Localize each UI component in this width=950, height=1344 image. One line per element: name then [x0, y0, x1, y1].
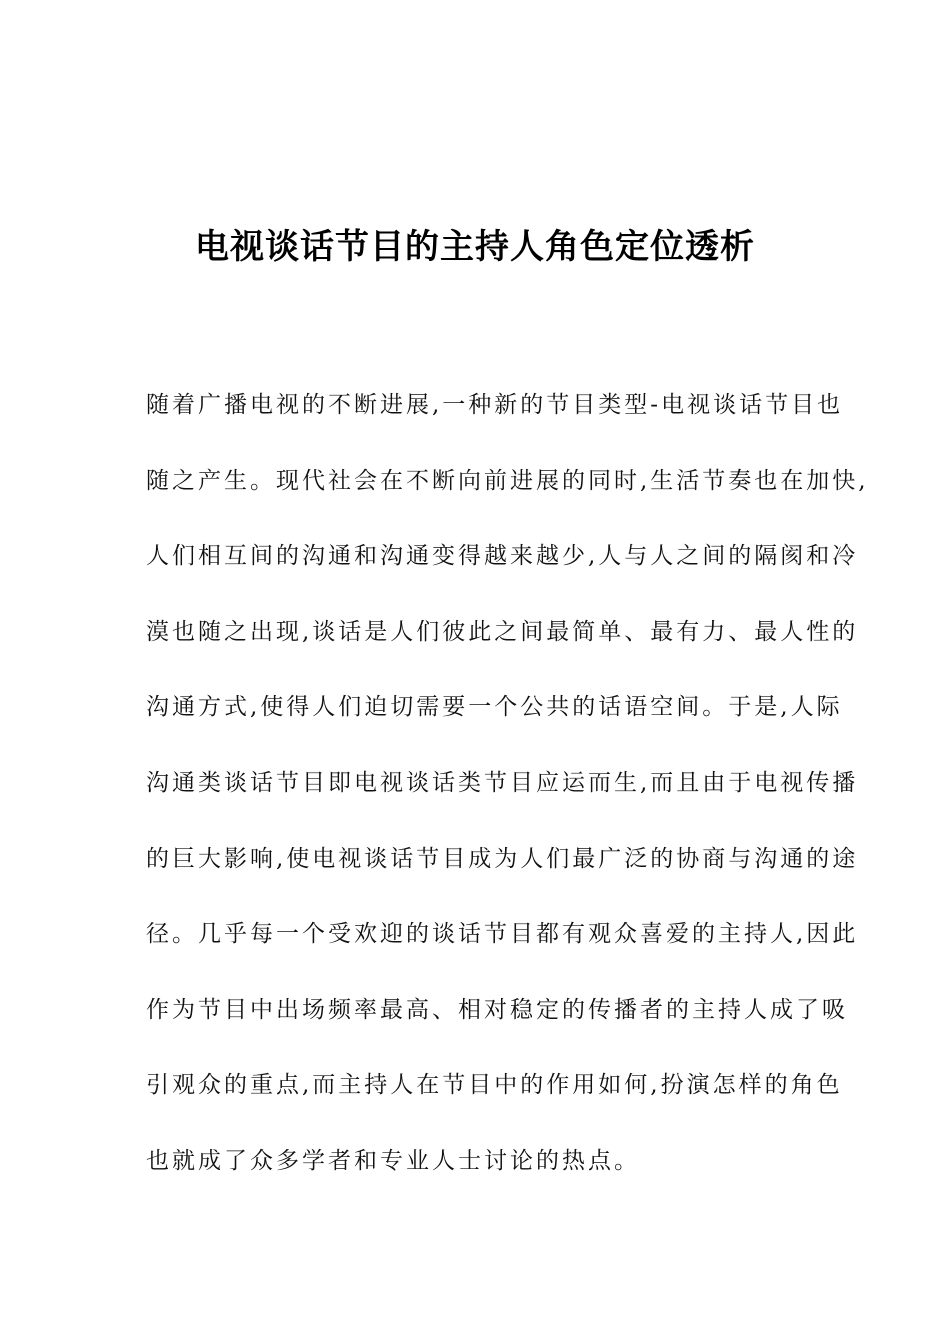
paragraph-line: 人们相互间的沟通和沟通变得越来越少,人与人之间的隔阂和冷 [146, 543, 859, 570]
paragraph-line: 随之产生。现代社会在不断向前进展的同时,生活节奏也在加快, [146, 467, 869, 494]
paragraph-line: 沟通方式,使得人们迫切需要一个公共的话语空间。于是,人际 [146, 694, 843, 721]
paragraph-line: 也就成了众多学者和专业人士讨论的热点。 [146, 1147, 640, 1174]
paragraph-line: 作为节目中出场频率最高、相对稳定的传播者的主持人成了吸 [146, 996, 848, 1023]
document-title: 电视谈话节目的主持人角色定位透析 [195, 227, 755, 267]
paragraph-line: 的巨大影响,使电视谈话节目成为人们最广泛的协商与沟通的途 [146, 845, 859, 872]
paragraph-line: 径。几乎每一个受欢迎的谈话节目都有观众喜爱的主持人,因此 [146, 921, 859, 948]
body-paragraph [146, 380, 869, 1212]
paragraph-line: 随着广播电视的不断进展,一种新的节目类型-电视谈话节目也 [146, 392, 844, 418]
paragraph-line: 引观众的重点,而主持人在节目中的作用如何,扮演怎样的角色 [146, 1072, 843, 1099]
paragraph-line: 沟通类谈话节目即电视谈话类节目应运而生,而且由于电视传播 [146, 769, 859, 796]
paragraph-line: 漠也随之出现,谈话是人们彼此之间最简单、最有力、最人性的 [146, 618, 859, 645]
